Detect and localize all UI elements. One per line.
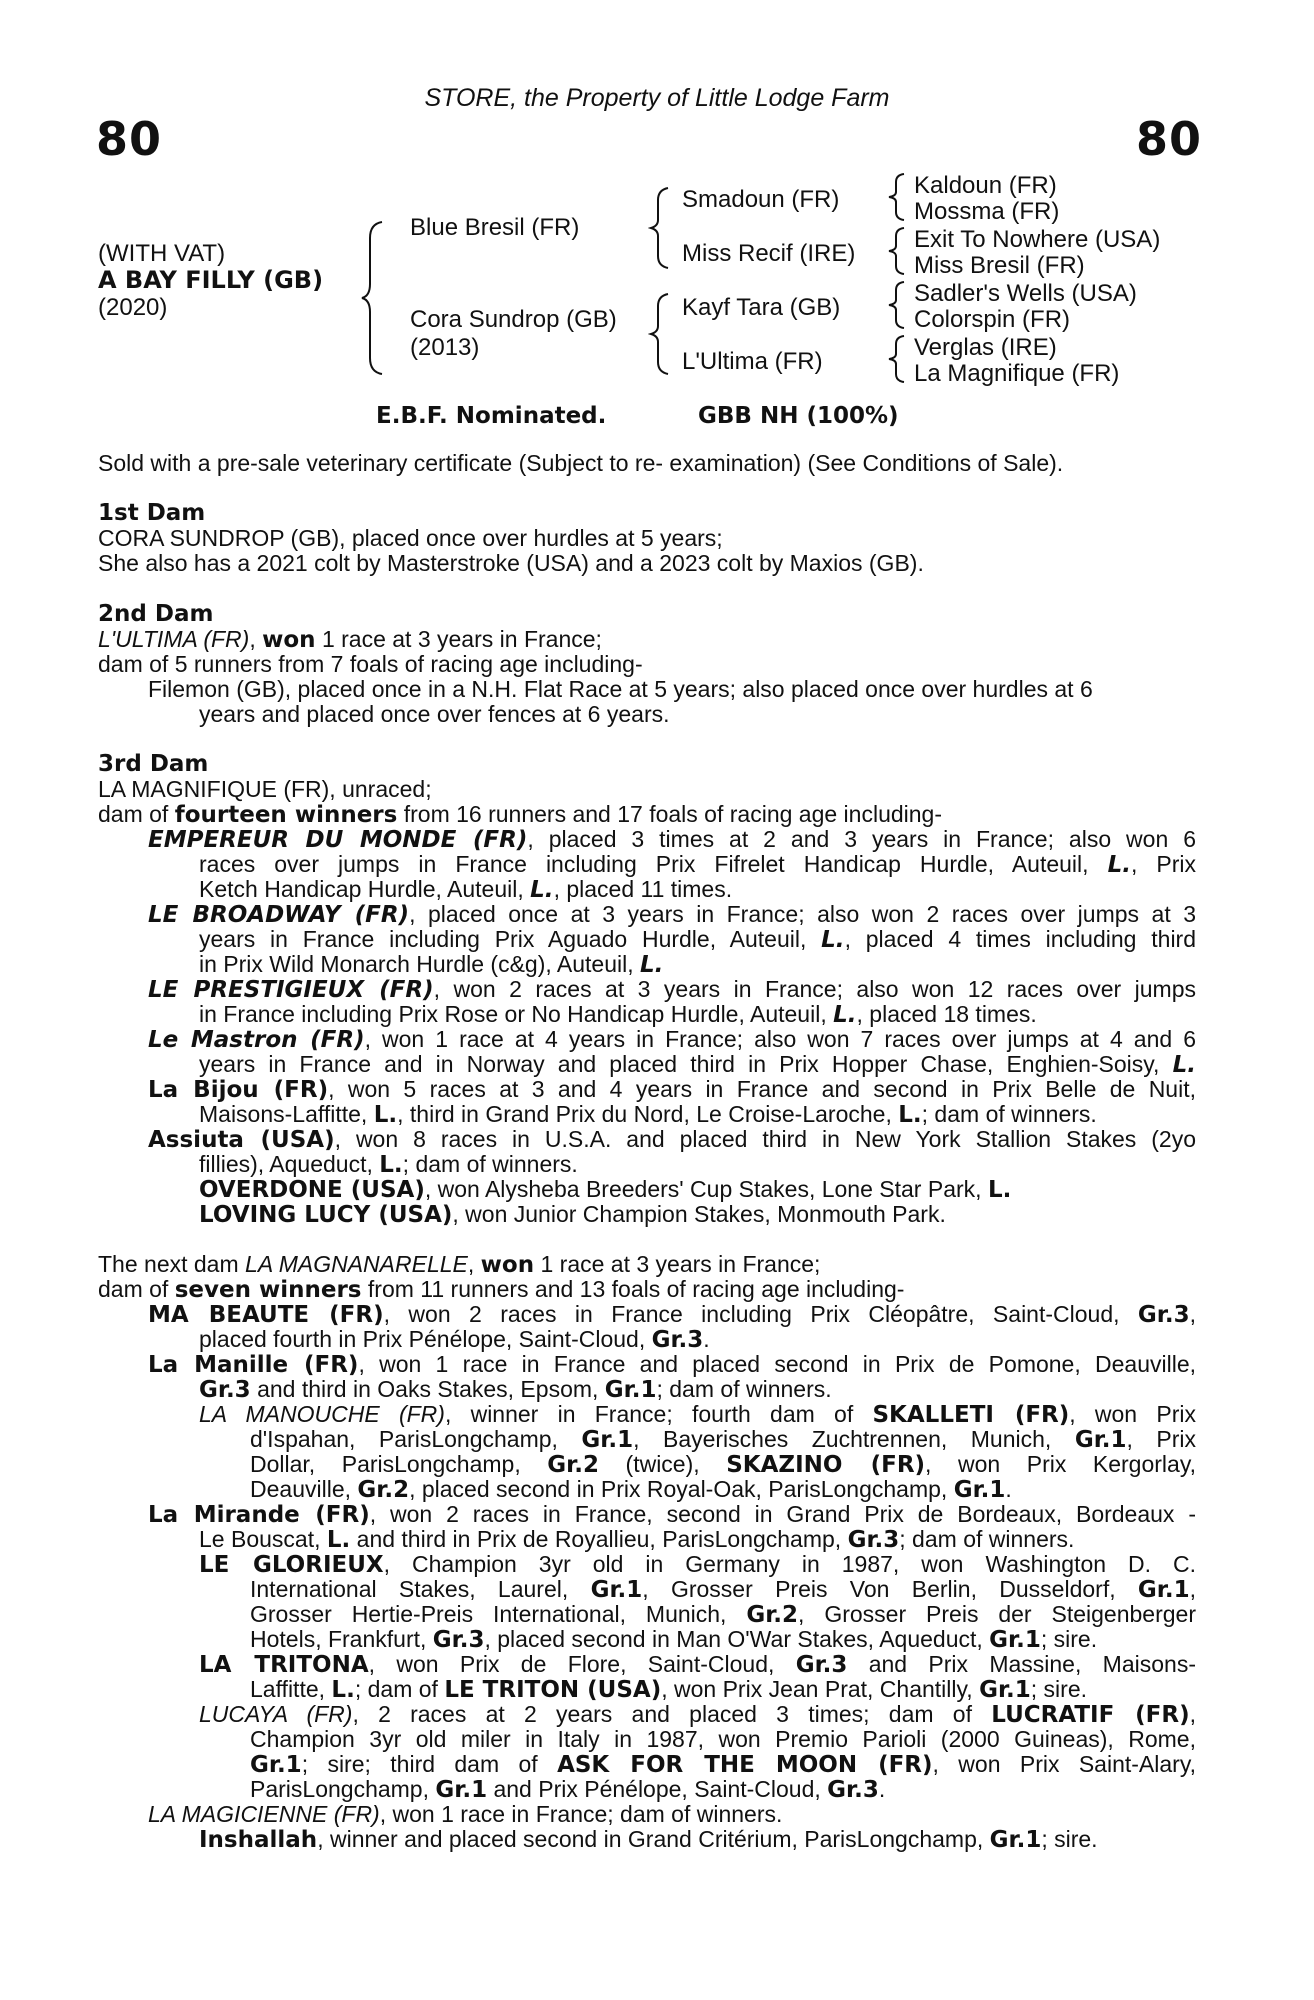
horse-name: A BAY FILLY (GB) [98, 266, 324, 294]
progeny-line: fillies), Aqueduct, L.; dam of winners. [199, 1151, 578, 1178]
dam-brace [648, 292, 674, 376]
progeny-line: years in France and in Norway and placed third in Prix Hopper Chase, Enghien-Soisy, L. [199, 1051, 1196, 1078]
sire: Blue Bresil (FR) [410, 214, 580, 241]
progeny-line: LE GLORIEUX, Champion 3yr old in Germany in 1987, won Washington D. C. [199, 1551, 1196, 1578]
sire-sire: Smadoun (FR) [682, 186, 840, 213]
progeny-line: races over jumps in France including Prix Fifrelet Handicap Hurdle, Auteuil, L., Prix [199, 851, 1196, 878]
progeny-line: Hotels, Frankfurt, Gr.3, placed second in Man O'War Stakes, Aqueduct, Gr.1; sire. [250, 1626, 1098, 1653]
vat-note: (WITH VAT) [98, 240, 226, 267]
ancestor-1: Kaldoun (FR) [914, 172, 1057, 199]
dam: Cora Sundrop (GB) [410, 306, 617, 333]
lot-number-left: 80 [96, 112, 163, 166]
progeny-line: years in France including Prix Aguado Hurdle, Auteuil, L., placed 4 times including third [199, 926, 1196, 953]
lot-number-right: 80 [1135, 112, 1202, 166]
progeny-line: LA MAGICIENNE (FR), won 1 race in France; dam of winners. [148, 1801, 783, 1827]
catalogue-body [98, 451, 1196, 1871]
next-dam-line: The next dam LA MAGNANARELLE, won 1 race at 3 years in France; [98, 1251, 821, 1278]
second-dam-line: dam of 5 runners from 7 foals of racing age including- [98, 651, 643, 677]
progeny-line: LOVING LUCY (USA), won Junior Champion Stakes, Monmouth Park. [199, 1201, 946, 1228]
ebf-nominated: E.B.F. Nominated. [376, 403, 607, 429]
progeny-line: La Mirande (FR), won 2 races in France, second in Grand Prix de Bordeaux, Bordeaux - [148, 1501, 1196, 1528]
ancestor-8: La Magnifique (FR) [914, 360, 1120, 387]
progeny-line: Grosser Hertie-Preis International, Munich, Gr.2, Grosser Preis der Steigenberger [250, 1601, 1196, 1628]
progeny-line: LA MANOUCHE (FR), winner in France; fourth dam of SKALLETI (FR), won Prix [199, 1401, 1196, 1428]
progeny-line: Dollar, ParisLongchamp, Gr.2 (twice), SKAZINO (FR), won Prix Kergorlay, [250, 1451, 1197, 1478]
ancestor-4: Miss Bresil (FR) [914, 252, 1085, 279]
sire-dam: Miss Recif (IRE) [682, 240, 856, 267]
progeny-line: La Manille (FR), won 1 race in France and placed second in Prix de Pomone, Deauville, [148, 1351, 1197, 1378]
progeny-line: Le Mastron (FR), won 1 race at 4 years in France; also won 7 races over jumps at 4 and 6 [148, 1026, 1196, 1053]
sire-dam-brace [360, 218, 390, 378]
third-dam-line: dam of fourteen winners from 16 runners and 17 foals of racing age including- [98, 801, 942, 828]
third-dam-heading: 3rd Dam [98, 751, 209, 777]
progeny-line: in France including Prix Rose or No Handicap Hurdle, Auteuil, L., placed 18 times. [199, 1001, 1037, 1028]
progeny-line: ParisLongchamp, Gr.1 and Prix Pénélope, Saint-Cloud, Gr.3. [250, 1776, 886, 1803]
horse-year: (2020) [98, 294, 168, 321]
progeny-line: LE BROADWAY (FR), placed once at 3 years in France; also won 2 races over jumps at 3 [148, 901, 1196, 928]
progeny-line: EMPEREUR DU MONDE (FR), placed 3 times at 2 and 3 years in France; also won 6 [148, 826, 1196, 853]
ancestor-2: Mossma (FR) [914, 198, 1060, 225]
dam-year: (2013) [410, 334, 480, 361]
progeny-line: LUCAYA (FR), 2 races at 2 years and placed 3 times; dam of LUCRATIF (FR), [199, 1701, 1197, 1728]
progeny-line: Deauville, Gr.2, placed second in Prix Royal-Oak, ParisLongchamp, Gr.1. [250, 1476, 1012, 1503]
progeny-line: placed fourth in Prix Pénélope, Saint-Cloud, Gr.3. [199, 1326, 710, 1353]
second-dam-line: years and placed once over fences at 6 years. [199, 701, 670, 727]
second-dam-line: Filemon (GB), placed once in a N.H. Flat Race at 5 years; also placed once over hurdles at 6 [148, 676, 1093, 702]
progeny-line: Inshallah, winner and placed second in Grand Critérium, ParisLongchamp, Gr.1; sire. [199, 1826, 1098, 1853]
third-dam-line: LA MAGNIFIQUE (FR), unraced; [98, 776, 432, 802]
second-dam-heading: 2nd Dam [98, 601, 214, 627]
first-dam-line: She also has a 2021 colt by Masterstroke (USA) and a 2023 colt by Maxios (GB). [98, 550, 924, 576]
ancestor-3: Exit To Nowhere (USA) [914, 226, 1161, 253]
progeny-line: Ketch Handicap Hurdle, Auteuil, L., placed 11 times. [199, 876, 733, 903]
progeny-line: Maisons-Laffitte, L., third in Grand Prix du Nord, Le Croise-Laroche, L.; dam of winners. [199, 1101, 1097, 1128]
brace-g2 [886, 226, 908, 276]
progeny-line: Gr.3 and third in Oaks Stakes, Epsom, Gr.1; dam of winners. [199, 1376, 832, 1403]
catalogue-header: STORE, the Property of Little Lodge Farm [424, 84, 890, 112]
progeny-line: Assiuta (USA), won 8 races in U.S.A. and placed third in New York Stallion Stakes (2yo [148, 1126, 1196, 1153]
progeny-line: d'Ispahan, ParisLongchamp, Gr.1, Bayerisches Zuchtrennen, Munich, Gr.1, Prix [250, 1426, 1196, 1453]
progeny-line: in Prix Wild Monarch Hurdle (c&g), Auteuil, L. [199, 951, 664, 978]
gbb-nh: GBB NH (100%) [698, 403, 899, 429]
progeny-line: OVERDONE (USA), won Alysheba Breeders' Cup Stakes, Lone Star Park, L. [199, 1176, 1012, 1203]
progeny-line: LA TRITONA, won Prix de Flore, Saint-Cloud, Gr.3 and Prix Massine, Maisons- [199, 1651, 1196, 1678]
ancestor-7: Verglas (IRE) [914, 334, 1057, 361]
next-dam-line: dam of seven winners from 11 runners and 13 foals of racing age including- [98, 1276, 905, 1303]
brace-g3 [886, 280, 908, 330]
progeny-line: International Stakes, Laurel, Gr.1, Grosser Preis Von Berlin, Dusseldorf, Gr.1, [250, 1576, 1196, 1603]
second-dam-line: L'ULTIMA (FR), won 1 race at 3 years in France; [98, 626, 602, 653]
brace-g4 [886, 334, 908, 384]
ancestor-5: Sadler's Wells (USA) [914, 280, 1137, 307]
progeny-line: Gr.1; sire; third dam of ASK FOR THE MOON (FR), won Prix Saint-Alary, [250, 1751, 1197, 1778]
ancestor-6: Colorspin (FR) [914, 306, 1071, 333]
progeny-line: Champion 3yr old miler in Italy in 1987, won Premio Parioli (2000 Guineas), Rome, [250, 1726, 1196, 1752]
progeny-line: Le Bouscat, L. and third in Prix de Royallieu, ParisLongchamp, Gr.3; dam of winners. [199, 1526, 1075, 1553]
progeny-line: Laffitte, L.; dam of LE TRITON (USA), won Prix Jean Prat, Chantilly, Gr.1; sire. [250, 1676, 1088, 1703]
progeny-line: LE PRESTIGIEUX (FR), won 2 races at 3 years in France; also won 12 races over jumps [148, 976, 1196, 1003]
progeny-line: MA BEAUTE (FR), won 2 races in France including Prix Cléopâtre, Saint-Cloud, Gr.3, [148, 1301, 1196, 1328]
dam-sire: Kayf Tara (GB) [682, 294, 841, 321]
brace-g1 [886, 172, 908, 222]
sire-brace [648, 186, 674, 270]
first-dam-line: CORA SUNDROP (GB), placed once over hurdles at 5 years; [98, 525, 723, 551]
dam-dam: L'Ultima (FR) [682, 348, 823, 375]
progeny-line: La Bijou (FR), won 5 races at 3 and 4 years in France and second in Prix Belle de Nuit, [148, 1076, 1196, 1103]
sale-note: Sold with a pre-sale veterinary certificate (Subject to re- examination) (See Conditions of Sale). [98, 450, 1064, 476]
first-dam-heading: 1st Dam [98, 500, 206, 526]
